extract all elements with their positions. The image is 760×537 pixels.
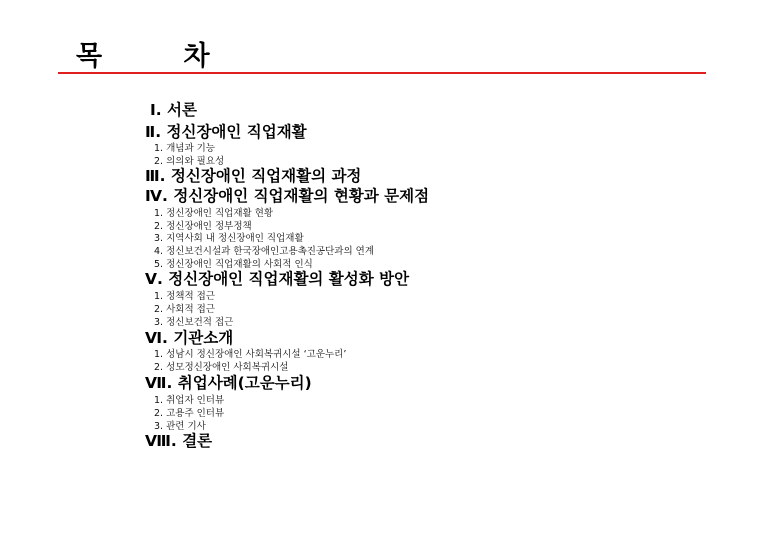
subsection-item: 3. 정신보건적 접근 <box>154 317 234 328</box>
section-heading: Ⅷ. 결론 <box>145 432 213 450</box>
page-title: 목 차 <box>76 41 246 72</box>
subsection-item: 2. 고용주 인터뷰 <box>154 408 225 419</box>
section-heading: Ⅵ. 기관소개 <box>145 329 234 347</box>
subsection-item: 1. 개념과 기능 <box>154 143 215 154</box>
section-heading: Ⅶ. 취업사례(고운누리) <box>145 374 312 392</box>
subsection-item: 5. 정신장애인 직업재활의 사회적 인식 <box>154 259 313 270</box>
subsection-item: 2. 사회적 접근 <box>154 304 215 315</box>
subsection-item: 2. 성모정신장애인 사회복귀시설 <box>154 362 289 373</box>
section-heading: Ⅳ. 정신장애인 직업재활의 현황과 문제점 <box>145 187 430 205</box>
section-heading: Ⅴ. 정신장애인 직업재활의 활성화 방안 <box>145 270 410 288</box>
subsection-item: 1. 정책적 접근 <box>154 291 215 302</box>
subsection-item: 3. 지역사회 내 정신장애인 직업재활 <box>154 233 304 244</box>
subsection-item: 3. 관련 기사 <box>154 421 206 432</box>
subsection-item: 1. 성남시 정신장애인 사회복귀시설 ‘고운누리’ <box>154 349 347 360</box>
subsection-item: 4. 정신보건시설과 한국장애인고용촉진공단과의 연계 <box>154 246 375 257</box>
subsection-item: 1. 정신장애인 직업재활 현황 <box>154 208 274 219</box>
section-heading: Ⅰ. 서론 <box>150 101 197 119</box>
section-heading: Ⅲ. 정신장애인 직업재활의 과정 <box>145 167 362 185</box>
subsection-item: 2. 의의와 필요성 <box>154 156 225 167</box>
section-heading: Ⅱ. 정신장애인 직업재활 <box>145 123 307 141</box>
title-divider <box>58 72 706 74</box>
subsection-item: 2. 정신장애인 정부정책 <box>154 221 252 232</box>
subsection-item: 1. 취업자 인터뷰 <box>154 395 225 406</box>
